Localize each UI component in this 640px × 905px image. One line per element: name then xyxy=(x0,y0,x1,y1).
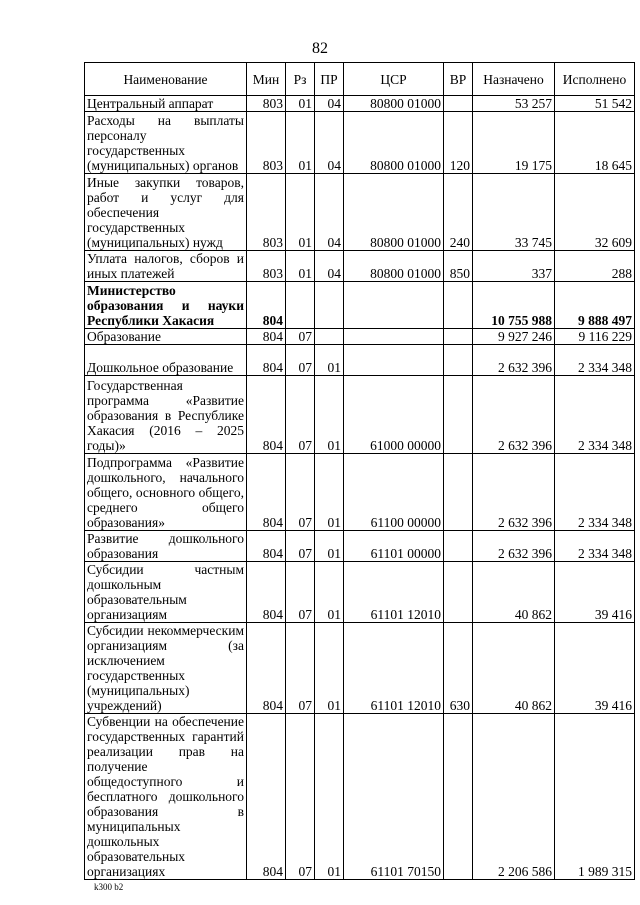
cell-name: Дошкольное образование xyxy=(85,345,247,376)
cell-min: 804 xyxy=(247,531,286,562)
cell-executed: 18 645 xyxy=(555,112,635,174)
table-row xyxy=(85,454,635,531)
cell-assigned: 2 632 396 xyxy=(473,376,555,454)
cell-executed: 9 116 229 xyxy=(555,329,635,345)
cell-name: Подпрограмма «Развитие дошкольного, начального общего, основного общего, среднего общего образования» xyxy=(85,454,247,531)
table-row xyxy=(85,376,635,454)
cell-rz: 07 xyxy=(286,454,315,531)
cell-vr xyxy=(444,282,473,329)
table-row xyxy=(85,345,635,376)
cell-pr: 04 xyxy=(315,251,344,282)
cell-name: Уплата налогов, сборов и иных платежей xyxy=(85,251,247,282)
cell-pr: 01 xyxy=(315,714,344,880)
cell-vr: 120 xyxy=(444,112,473,174)
cell-pr: 04 xyxy=(315,174,344,251)
cell-executed: 1 989 315 xyxy=(555,714,635,880)
cell-csr: 61101 70150 xyxy=(344,714,444,880)
table-row xyxy=(85,96,635,112)
table-row xyxy=(85,174,635,251)
cell-vr: 630 xyxy=(444,623,473,714)
header-csr: ЦСР xyxy=(344,63,444,96)
cell-min: 803 xyxy=(247,174,286,251)
cell-assigned: 2 632 396 xyxy=(473,345,555,376)
cell-pr: 01 xyxy=(315,345,344,376)
cell-min: 804 xyxy=(247,562,286,623)
table-row xyxy=(85,329,635,345)
cell-executed: 32 609 xyxy=(555,174,635,251)
cell-executed: 2 334 348 xyxy=(555,531,635,562)
cell-name: Иные закупки товаров, работ и услуг для обеспечения государственных (муниципальных) нужд xyxy=(85,174,247,251)
cell-name: Субвенции на обеспечение государственных гарантий реализации прав на получение общедоступного и бесплатного дошкольного образования в муниципальных дошкольных образовательных организациях xyxy=(85,714,247,880)
header-vr: ВР xyxy=(444,63,473,96)
cell-rz: 07 xyxy=(286,531,315,562)
cell-assigned: 2 206 586 xyxy=(473,714,555,880)
cell-csr xyxy=(344,329,444,345)
header-min: Мин xyxy=(247,63,286,96)
header-rz: Рз xyxy=(286,63,315,96)
cell-assigned: 2 632 396 xyxy=(473,454,555,531)
cell-executed: 288 xyxy=(555,251,635,282)
cell-pr: 01 xyxy=(315,454,344,531)
cell-vr xyxy=(444,376,473,454)
cell-vr xyxy=(444,345,473,376)
cell-pr xyxy=(315,282,344,329)
cell-csr: 80800 01000 xyxy=(344,174,444,251)
cell-rz: 01 xyxy=(286,112,315,174)
cell-name: Субсидии частным дошкольным образовательным организациям xyxy=(85,562,247,623)
header-name: Наименование xyxy=(85,63,247,96)
cell-assigned: 2 632 396 xyxy=(473,531,555,562)
cell-executed: 9 888 497 xyxy=(555,282,635,329)
table-row xyxy=(85,282,635,329)
cell-min: 804 xyxy=(247,282,286,329)
header-assigned: Назначено xyxy=(473,63,555,96)
cell-executed: 2 334 348 xyxy=(555,345,635,376)
budget-table xyxy=(84,62,635,880)
cell-assigned: 53 257 xyxy=(473,96,555,112)
cell-min: 804 xyxy=(247,376,286,454)
cell-pr xyxy=(315,329,344,345)
cell-vr xyxy=(444,329,473,345)
cell-csr: 61101 12010 xyxy=(344,623,444,714)
cell-min: 803 xyxy=(247,251,286,282)
cell-assigned: 9 927 246 xyxy=(473,329,555,345)
cell-name: Министерство образования и науки Республики Хакасия xyxy=(85,282,247,329)
cell-csr: 61000 00000 xyxy=(344,376,444,454)
cell-csr xyxy=(344,282,444,329)
cell-executed: 39 416 xyxy=(555,562,635,623)
cell-rz: 07 xyxy=(286,376,315,454)
cell-name: Развитие дошкольного образования xyxy=(85,531,247,562)
cell-name: Расходы на выплаты персоналу государственных (муниципальных) органов xyxy=(85,112,247,174)
cell-vr xyxy=(444,531,473,562)
cell-assigned: 19 175 xyxy=(473,112,555,174)
cell-rz: 07 xyxy=(286,345,315,376)
table-row xyxy=(85,112,635,174)
cell-rz: 07 xyxy=(286,329,315,345)
cell-vr xyxy=(444,96,473,112)
cell-pr: 04 xyxy=(315,112,344,174)
cell-min: 803 xyxy=(247,112,286,174)
header-executed: Исполнено xyxy=(555,63,635,96)
cell-vr: 240 xyxy=(444,174,473,251)
cell-min: 804 xyxy=(247,454,286,531)
cell-min: 804 xyxy=(247,329,286,345)
cell-pr: 01 xyxy=(315,623,344,714)
table-row xyxy=(85,531,635,562)
cell-csr: 61101 00000 xyxy=(344,531,444,562)
cell-csr: 80800 01000 xyxy=(344,112,444,174)
cell-assigned: 10 755 988 xyxy=(473,282,555,329)
cell-min: 803 xyxy=(247,96,286,112)
table-row xyxy=(85,251,635,282)
page-number: 82 xyxy=(312,40,328,57)
cell-vr: 850 xyxy=(444,251,473,282)
cell-rz: 01 xyxy=(286,174,315,251)
cell-pr: 04 xyxy=(315,96,344,112)
cell-vr xyxy=(444,454,473,531)
table-row xyxy=(85,623,635,714)
cell-min: 804 xyxy=(247,714,286,880)
table-row xyxy=(85,714,635,880)
cell-min: 804 xyxy=(247,623,286,714)
cell-csr: 80800 01000 xyxy=(344,96,444,112)
header-pr: ПР xyxy=(315,63,344,96)
cell-vr xyxy=(444,714,473,880)
cell-name: Центральный аппарат xyxy=(85,96,247,112)
cell-executed: 2 334 348 xyxy=(555,454,635,531)
cell-assigned: 40 862 xyxy=(473,623,555,714)
cell-min: 804 xyxy=(247,345,286,376)
cell-rz: 01 xyxy=(286,96,315,112)
cell-executed: 51 542 xyxy=(555,96,635,112)
cell-rz: 01 xyxy=(286,251,315,282)
cell-pr: 01 xyxy=(315,376,344,454)
cell-rz: 07 xyxy=(286,623,315,714)
cell-csr: 80800 01000 xyxy=(344,251,444,282)
table-header-row xyxy=(85,63,635,96)
cell-csr xyxy=(344,345,444,376)
cell-name: Государственная программа «Развитие образования в Республике Хакасия (2016 – 2025 годы)» xyxy=(85,376,247,454)
cell-assigned: 337 xyxy=(473,251,555,282)
cell-executed: 2 334 348 xyxy=(555,376,635,454)
cell-pr: 01 xyxy=(315,562,344,623)
footer-code: k300 b2 xyxy=(94,882,124,892)
cell-rz: 07 xyxy=(286,562,315,623)
cell-rz xyxy=(286,282,315,329)
cell-csr: 61100 00000 xyxy=(344,454,444,531)
table-body xyxy=(85,96,635,880)
table-row xyxy=(85,562,635,623)
cell-executed: 39 416 xyxy=(555,623,635,714)
cell-rz: 07 xyxy=(286,714,315,880)
cell-pr: 01 xyxy=(315,531,344,562)
cell-assigned: 40 862 xyxy=(473,562,555,623)
cell-vr xyxy=(444,562,473,623)
cell-name: Субсидии некоммерческим организациям (за исключением государственных (муниципальных) учреждений) xyxy=(85,623,247,714)
cell-assigned: 33 745 xyxy=(473,174,555,251)
cell-csr: 61101 12010 xyxy=(344,562,444,623)
cell-name: Образование xyxy=(85,329,247,345)
